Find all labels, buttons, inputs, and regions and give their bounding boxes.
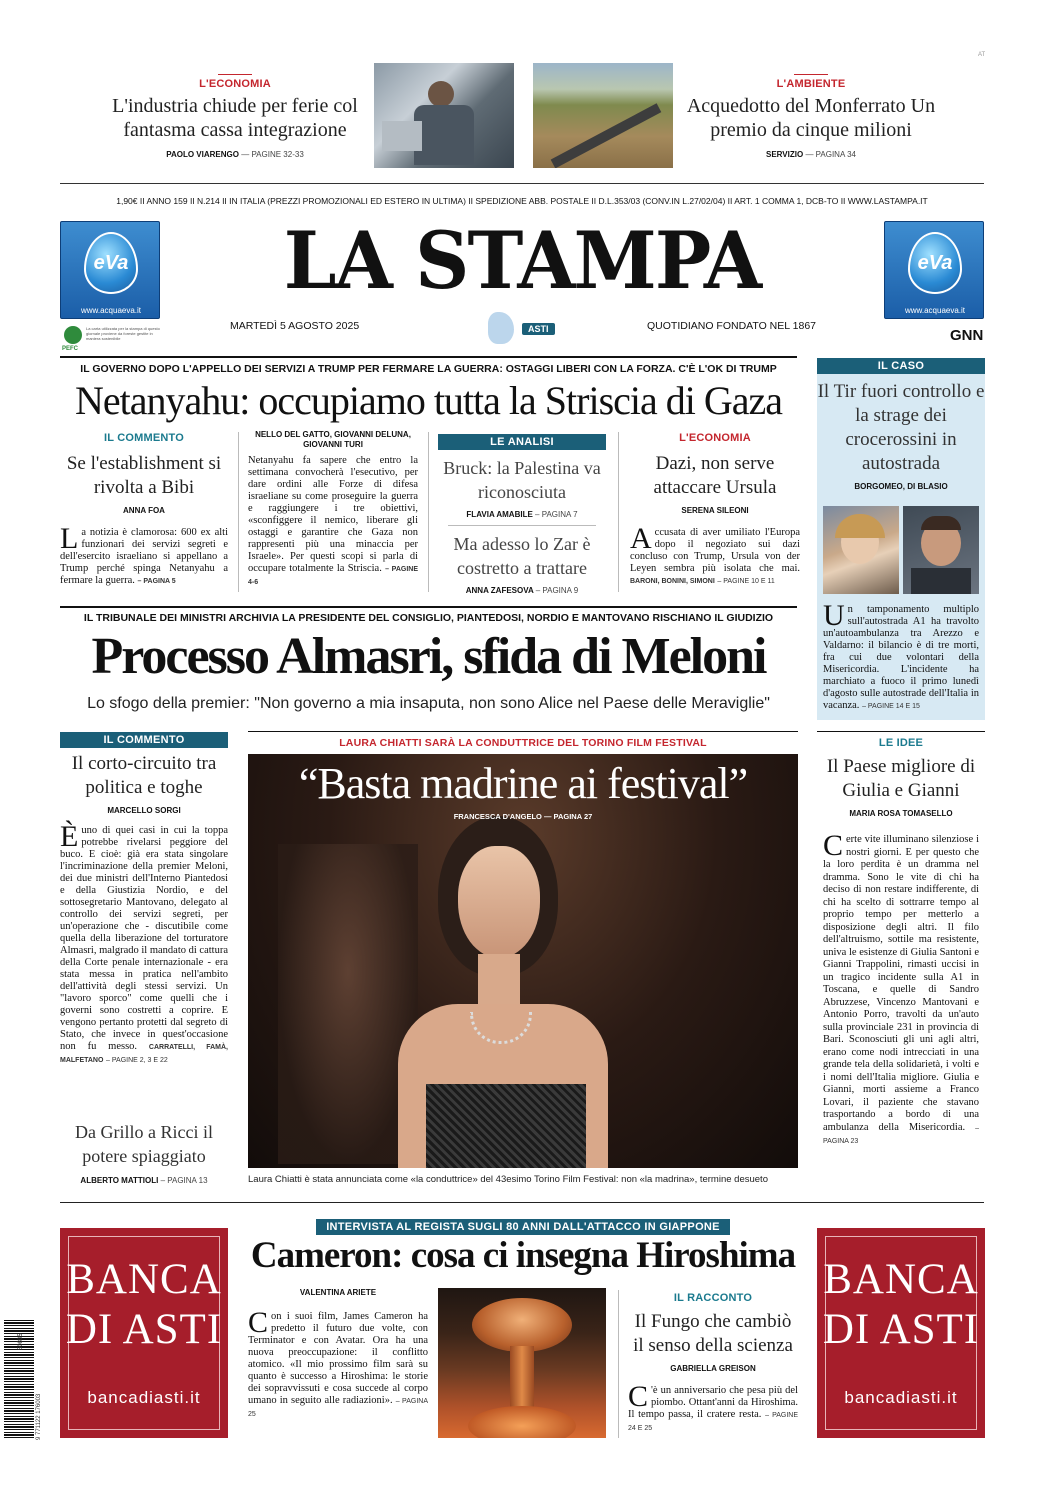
teaser-left-byline: PAOLO VIARENGO — [166, 150, 239, 159]
gaza-headline: Netanyahu: occupiamo tutta la Striscia di Gaza — [74, 378, 783, 423]
gaza-divider-1 — [238, 432, 239, 592]
cameron-divider — [618, 1290, 619, 1438]
gnn-logo: GNN — [950, 327, 984, 344]
gaza-analisi-p2: – PAGINA 9 — [535, 586, 579, 595]
info-strip: 1,90€ II ANNO 159 II N.214 II IN ITALIA (PREZZI PROMOZIONALI ED ESTERO IN ULTIMA) II SPEDIZIONE ABB. POSTALE II D.L.353/03 (CONV.IN L.27/02/04) II ART. 1 COMMA 1, DCB-TO II WWW.LASTAMPA.IT — [116, 196, 928, 206]
teaser-left-pages: — PAGINE 32-33 — [241, 150, 304, 159]
gaza-analisi-p1: – PAGINA 7 — [535, 510, 578, 519]
gaza-economia-end: – PAGINE 10 E 11 — [717, 578, 775, 585]
cameron-article[interactable] — [248, 1288, 428, 1421]
gaza-economia-kicker: L'ECONOMIA — [679, 432, 751, 444]
bank-url-right: bancadiasti.it — [844, 1388, 958, 1407]
caso-box[interactable] — [817, 358, 985, 720]
caso-dropcap: U — [823, 599, 845, 632]
gaza-economia-dropcap: A — [630, 522, 652, 555]
cameron-end: – PAGINA 25 — [248, 1398, 428, 1418]
bank-ad-right[interactable] — [817, 1228, 985, 1438]
pefc-note: La carta utilizzata per la stampa di questo giornale proviene da foreste gestite in maniera sostenibile — [86, 326, 160, 341]
gaza-analisi[interactable] — [438, 434, 606, 595]
commento2-authors: CARRATELLI, FAMÀ, MALFETANO — [60, 1044, 228, 1064]
bank-ad-left[interactable] — [60, 1228, 228, 1438]
gaza-economia-headline: Dazi, non serve attaccare Ursula — [653, 453, 777, 498]
teaser-right[interactable] — [676, 74, 946, 159]
cameron-body: on i suoi film, James Cameron ha predetto il futuro due volte, con Terminator e con Avatar. Ora ha una nuova preoccupazione: il conflitto atomico. «Il mio prossimo film sarà su quanto è successo a Hiroshima: le storie dei sopravvissuti e cosa succede al corpo umano in seguito alle radiazioni». — [248, 1311, 428, 1406]
cameron-strap: INTERVISTA AL REGISTA SUGLI 80 ANNI DALL'ATTACCO IN GIAPPONE — [316, 1219, 730, 1235]
corner-mark: AT — [978, 52, 986, 58]
caso-headline: Il Tir fuori controllo e la strage dei crocerossini in autostrada — [817, 381, 985, 474]
factory-photo — [374, 63, 514, 168]
idee-byline: MARIA ROSA TOMASELLO — [849, 809, 953, 818]
bank-url-left: bancadiasti.it — [87, 1388, 201, 1407]
idee-body: erte vite illuminano silenziose i nostri giorni. E per questo che la loro perdita è un dramma nel dramma. Sono le vite di chi ha deciso di non restare indifferente, di chi ha scelto di sottrarre tempo al proprio tempo per metterlo a disposizione degli altri. Il filo dell'altruismo, sottile ma resistente, univa le esistenze di Giulia Santoni e Gianni Trappolini, rimasti uccisi in un tragico incidente sulla A1 in Toscana, e quelle di Sandro Abruzzese, Vincenzo Mantovani e Antonio Porro, travolti da un'auto sulla provinciale 231 in provincia di Bari. Sconosciuti gli uni agli altri, erano come nodi intrecciati in una grande tela della solidarietà, i volti e i nomi dell'Italia migliore. Giulia e Gianni, morti assieme a Franco Lovari, il paziente che stavano trasportando a bordo di una ambulanza della Misericordia. — [823, 834, 979, 1133]
cameron-strap-wrap — [248, 1217, 798, 1235]
almasri-headline: Processo Almasri, sfida di Meloni — [91, 628, 766, 685]
commento2-byline: MARCELLO SORGI — [107, 806, 181, 815]
eva-brand: eVa — [93, 252, 129, 274]
cameron-byline: VALENTINA ARIETE — [299, 1288, 377, 1297]
gaza-analisi-kicker: LE ANALISI — [438, 434, 606, 450]
grillo-pages: – PAGINA 13 — [160, 1176, 208, 1185]
teaser-left[interactable] — [100, 74, 370, 159]
bank-name-left-1: BANCA — [66, 1256, 222, 1303]
festival-strap: LAURA CHIATTI SARÀ LA CONDUTTRICE DEL TORINO FILM FESTIVAL — [339, 737, 707, 749]
gaza-strap: IL GOVERNO DOPO L'APPELLO DEI SERVIZI A TRUMP PER FERMARE LA GUERRA: OSTAGGI LIBERI CON LA FORZA. C'È L'OK DI TRUMP — [80, 363, 777, 375]
gaza-commento-body: a notizia è clamorosa: 600 ex alti funzionari dei servizi segreti e dell'esercito israeliano si appellano a Trump perché spinga Netanyahu a fermare la guerra. — [60, 527, 228, 586]
eva-url: www.acquaeva.it — [80, 306, 142, 315]
teaser-left-headline: L'industria chiude per ferie col fantasma cassa integrazione — [112, 95, 358, 141]
festival-quote: “Basta madrine ai festival” — [298, 759, 748, 808]
festival-caption: Laura Chiatti è stata annunciata come «la conduttrice» del 43esimo Torino Film Festival: non «la madrina», termine desueto — [248, 1174, 768, 1185]
festival-byline: FRANCESCA D'ANGELO — PAGINA 27 — [453, 812, 593, 821]
commento2-end: – PAGINE 2, 3 E 22 — [106, 1057, 168, 1064]
caso-kicker: IL CASO — [817, 358, 985, 374]
commento2-dropcap: È — [60, 820, 79, 853]
bank-name-right-1: BANCA — [823, 1256, 979, 1303]
eva-brand-right: eVa — [917, 252, 953, 274]
teaser-right-byline: SERVIZIO — [766, 150, 804, 159]
bank-name-left-2: DI ASTI — [65, 1306, 223, 1353]
idee-end: – PAGINA 23 — [823, 1124, 980, 1145]
racconto-dropcap: C — [628, 1380, 649, 1413]
masthead-date: MARTEDÌ 5 AGOSTO 2025 — [230, 320, 360, 332]
bottom-rule — [60, 1202, 984, 1203]
racconto-byline: GABRIELLA GREISON — [670, 1364, 756, 1373]
caso-byline: BORGOMEO, DI BLASIO — [854, 482, 948, 491]
racconto-headline: Il Fungo che cambiò il senso della scienza — [633, 1311, 793, 1356]
caso-body: n tamponamento multiplo sull'autostrada A1 ha travolto un'autoambulanza tra Arezzo e Valdarno: il bilancio è di tre morti, fra cui due volontari della Misericordia. L'incidente ha marchiato a fuoco il primo lunedì d'agosto sulle autostrade dell'Italia in vacanza. — [823, 604, 979, 711]
almasri-strap: IL TRIBUNALE DEI MINISTRI ARCHIVIA LA PRESIDENTE DEL CONSIGLIO, PIANTEDOSI, NORDIO E MANTOVANO RISCHIANO IL GIUDIZIO — [83, 612, 774, 624]
gaza-commento-dropcap: L — [60, 522, 79, 555]
pefc-icon — [64, 326, 82, 344]
gaza-economia-byline: SERENA SILEONI — [681, 506, 749, 515]
gaza-divider-3 — [618, 432, 619, 592]
caso-photo-man — [903, 506, 979, 594]
idee-headline: Il Paese migliore di Giulia e Gianni — [826, 756, 976, 801]
gaza-news-body: Netanyahu fa sapere che entro la settimana convocherà l'esecutivo, per dare ordini alle Forze di difesa israeliane su come proseguire la guerra e raggiungere i tre obiettivi, «sconfiggere il nemico, liberare gli ostaggi e garantire che Gaza non rappresenti più una minaccia per Israele». Per questi scopi si parla di occupare totalmente la Striscia. — [248, 455, 418, 574]
masthead-founded: QUOTIDIANO FONDATO NEL 1867 — [646, 320, 816, 332]
gaza-news[interactable] — [248, 430, 418, 589]
idee-dropcap: C — [823, 829, 844, 862]
racconto-end: – PAGINE 24 E 25 — [628, 1412, 798, 1432]
gaza-analisi-b1: FLAVIA AMABILE — [466, 510, 533, 519]
eva-ad-left[interactable] — [60, 221, 160, 319]
teaser-right-pages: — PAGINA 34 — [805, 150, 856, 159]
idee-kicker: LE IDEE — [878, 737, 924, 749]
racconto[interactable] — [628, 1292, 798, 1435]
racconto-body: 'è un anniversario che pesa più del piombo. Ottant'anni da Hiroshima. Il tempo passa, il cratere resta. — [628, 1385, 798, 1420]
eva-url-right: www.acquaeva.it — [904, 306, 966, 315]
gaza-economia[interactable] — [630, 432, 800, 588]
eva-ad-right[interactable] — [884, 221, 984, 319]
commento2-body: uno di quei casi in cui la toppa potrebbe rivelarsi peggiore del buco. E cioè: già era stata singolare l'incriminazione della premier Meloni, dei due ministri dell'Interno Piantedosi e della Giustizia Nordio, e del sottosegretario Mantovano, delegato al controllo dei servizi segreti, per un'operazione che - discutibile come quella della liberazione del torturatore Almasri, malgrado il mandato di cattura della Corte penale internazionale - era stata messa in pratica nell'ambito dell'attività degli stessi servizi. Un "lavoro sporco" come quelli che i governi sono costretti a coprire. E vengono pertanto protetti dal segreto di Stato, che invece in quest'occasione non fu messo. — [60, 825, 228, 1052]
gaza-news-end: – PAGINE 4-6 — [248, 566, 418, 586]
gaza-news-bylines: NELLO DEL GATTO, GIOVANNI DELUNA, GIOVANNI TURI — [255, 430, 411, 449]
almasri-deck: Lo sfogo della premier: "Non governo a mia insaputa, non sono Alice nel Paese delle Meraviglie" — [87, 695, 770, 712]
caso-end: – PAGINE 14 E 15 — [862, 703, 920, 710]
gaza-commento[interactable] — [60, 432, 228, 588]
grillo-byline: ALBERTO MATTIOLI — [80, 1176, 159, 1185]
masthead-title: LA STAMPA — [283, 214, 761, 307]
teaser-left-kicker: L'ECONOMIA — [199, 78, 271, 90]
festival-rule — [248, 731, 798, 732]
cameron-headline: Cameron: cosa ci insegna Hiroshima — [250, 1235, 796, 1276]
gaza-divider-2 — [428, 432, 429, 592]
gaza-commento-end: – PAGINA 5 — [137, 578, 176, 585]
gaza-analisi-h2: Ma adesso lo Zar è costretto a trattare — [453, 534, 591, 578]
bank-name-right-2: DI ASTI — [822, 1306, 980, 1353]
commento2-kicker: IL COMMENTO — [60, 732, 228, 748]
racconto-kicker: IL RACCONTO — [673, 1292, 753, 1304]
barcode-number: 9 771122 176003 — [36, 1393, 42, 1440]
gaza-economia-body: ccusata di aver umiliato l'Europa dopo il negoziato sui dazi concluso con Trump, Ursula von der Leyen sembra più isolata che mai. — [630, 527, 800, 574]
mushroom-cloud-photo — [438, 1288, 606, 1438]
caso-photo-woman — [823, 506, 899, 594]
gaza-commento-byline: ANNA FOA — [123, 506, 165, 515]
gaza-economia-authors: BARONI, BONINI, SIMONI — [630, 578, 715, 585]
gaza-rule — [60, 356, 797, 358]
gaza-commento-headline: Se l'establishment si rivolta a Bibi — [66, 453, 222, 498]
teaser-right-headline: Acquedotto del Monferrato Un premio da cinque milioni — [686, 95, 936, 141]
barcode-issue: 50805 — [18, 1333, 24, 1350]
gaza-analisi-b2: ANNA ZAFESOVA — [465, 586, 534, 595]
strip-rule-top — [60, 183, 984, 184]
gaza-commento-kicker: IL COMMENTO — [103, 432, 185, 444]
aqueduct-photo — [533, 63, 673, 168]
chiatti-photo — [248, 754, 798, 1168]
almasri-rule — [60, 606, 797, 608]
commento2-headline: Il corto-circuito tra politica e toghe — [71, 753, 217, 798]
idee[interactable] — [817, 731, 985, 1191]
piedmont-map-icon — [488, 312, 514, 344]
edition-badge: ASTI — [522, 323, 555, 335]
pefc-label: PEFC — [62, 346, 79, 352]
cameron-dropcap: C — [248, 1306, 269, 1339]
grillo-headline: Da Grillo a Ricci il potere spiaggiato — [75, 1122, 213, 1166]
teaser-right-kicker: L'AMBIENTE — [776, 78, 846, 90]
gaza-analisi-h1: Bruck: la Palestina va riconosciuta — [443, 458, 601, 502]
commento2[interactable] — [60, 732, 228, 1067]
grillo-teaser[interactable] — [60, 1120, 228, 1185]
